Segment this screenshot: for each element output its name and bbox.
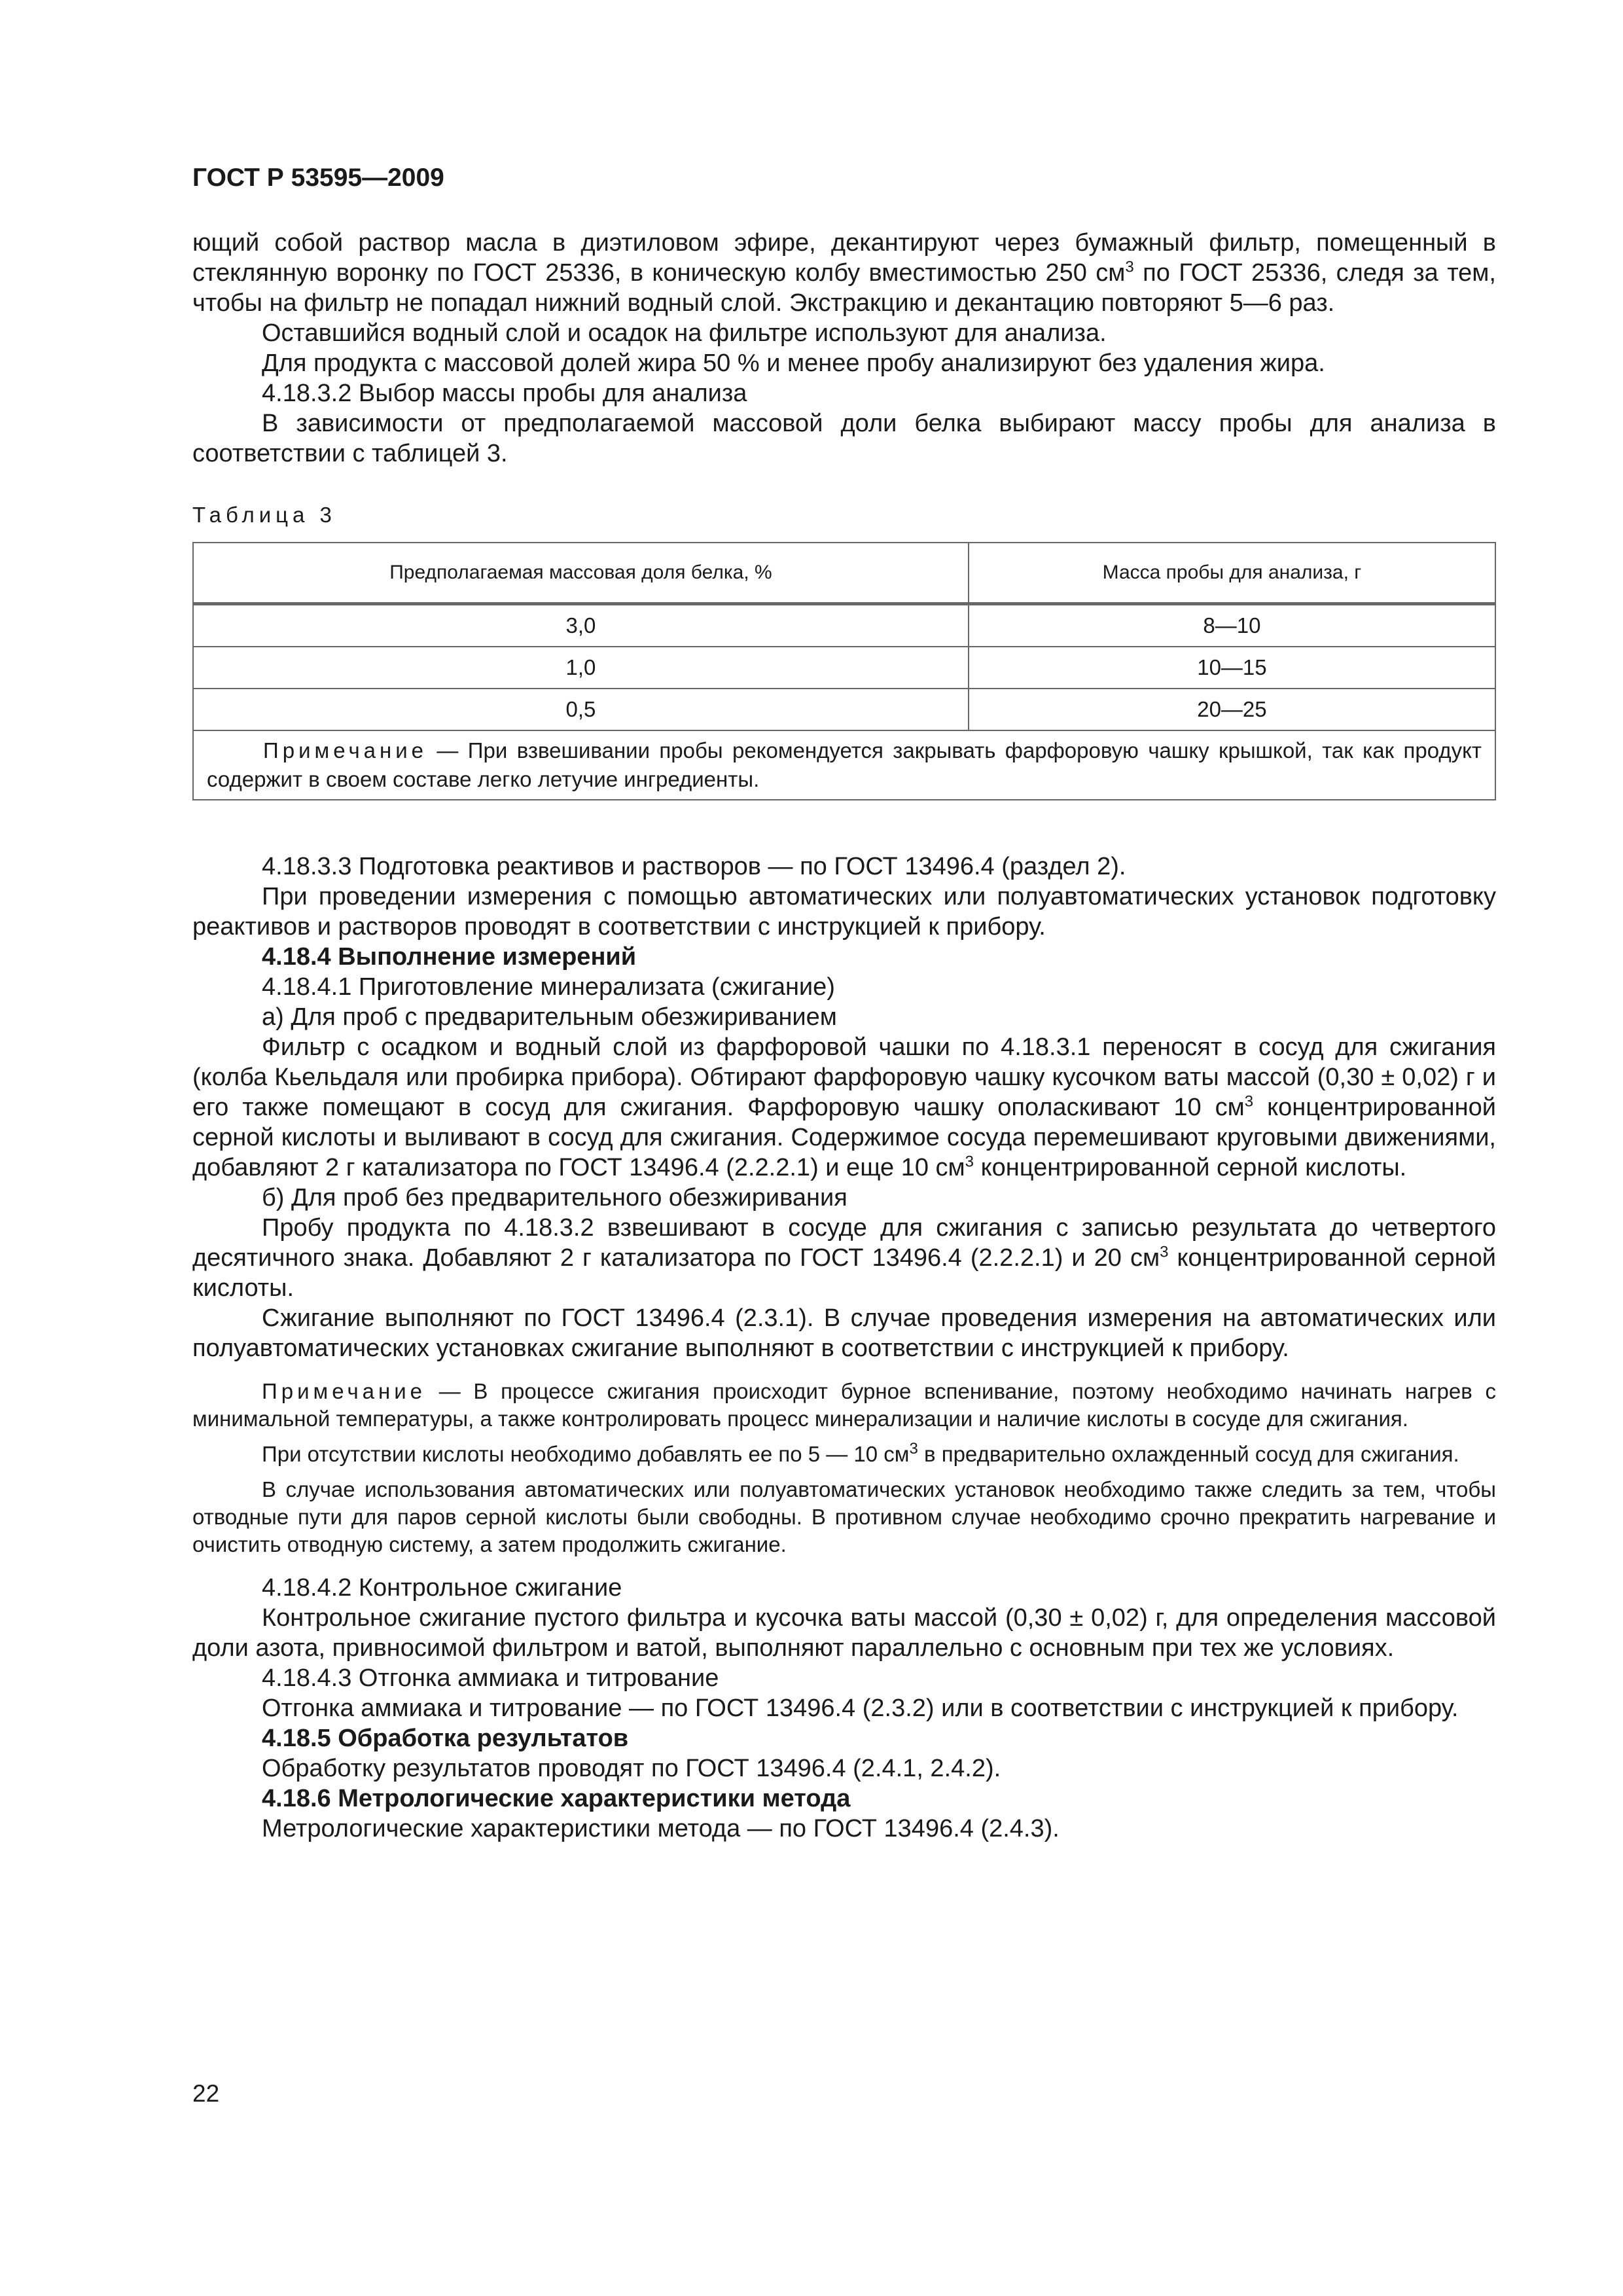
paragraph: Оставшийся водный слой и осадок на фильтре используют для анализа.: [262, 319, 1107, 347]
table-cell: 3,0: [193, 604, 969, 647]
text: в предварительно охлажденный сосуд для сжигания.: [918, 1442, 1459, 1466]
text: концентрированной серной кислоты.: [974, 1154, 1407, 1181]
table-row: [193, 689, 1495, 730]
table-cell: 8—10: [969, 604, 1495, 647]
table-row: [193, 647, 1495, 689]
section-heading: 4.18.5 Обработка результатов: [262, 1725, 629, 1752]
table-3: [192, 542, 1496, 800]
table-caption: Таблица 3: [192, 503, 336, 527]
paragraph: Для продукта с массовой долей жира 50 % и менее пробу анализируют без удаления жира.: [262, 350, 1325, 377]
page-content: [192, 228, 1496, 1844]
note: [192, 1441, 1496, 1468]
superscript: 3: [965, 1153, 974, 1171]
text: Фильтр с осадком и водный слой из фарфоровой чашки по 4.18.3.1 переносят в сосуд для сжигания (колба Кьельдаля или пробирка прибора). Обтирают фарфоровую чашку кусочком ваты массой (0,30 ± 0,02) г и его также помещают в сосуд для сжигания. Фарфоровую чашку ополаскивают 10 см: [192, 1033, 1496, 1121]
table-cell: 0,5: [193, 689, 969, 730]
text: При отсутствии кислоты необходимо добавлять ее по 5 — 10 см: [262, 1442, 910, 1466]
table-header-row: [193, 543, 1495, 604]
subsection-heading: 4.18.4.1 Приготовление минерализата (сжигание): [262, 973, 835, 1001]
note: [192, 1378, 1496, 1433]
paragraph: Обработку результатов проводят по ГОСТ 13496.4 (2.4.1, 2.4.2).: [262, 1755, 1001, 1782]
subsection-heading: 4.18.3.3 Подготовка реактивов и растворов — по ГОСТ 13496.4 (раздел 2).: [262, 853, 1126, 880]
paragraph: В зависимости от предполагаемой массовой доли белка выбирают массу пробы для анализа в соответствии с таблицей 3.: [192, 410, 1496, 467]
paragraph: Отгонка аммиака и титрование — по ГОСТ 13496.4 (2.3.2) или в соответствии с инструкцией к прибору.: [262, 1695, 1459, 1722]
list-item: а) Для проб с предварительным обезжириванием: [262, 1003, 837, 1031]
superscript: 3: [1125, 258, 1134, 276]
note-label: Примечание: [263, 738, 428, 762]
superscript: 3: [1160, 1243, 1169, 1261]
text: по ГОСТ 25336, следя за тем, чтобы на фильтр не попадал нижний водный слой. Экстракцию и декантацию повторяют 5—6 раз.: [192, 259, 1496, 317]
paragraph: [192, 1032, 1496, 1183]
text: концентрированной серной кислоты.: [192, 1244, 1496, 1302]
note-text: — В процессе сжигания происходит бурное вспенивание, поэтому необходимо начинать нагрев с минимальной температуры, а также контролировать процесс минерализации и наличие кислоты в сосуде для сжигания.: [192, 1379, 1496, 1431]
text: ющий собой раствор масла в диэтиловом эфире, декантируют через бумажный фильтр, помещенный в стеклянную воронку по ГОСТ 25336, в коническую колбу вместимостью 250 см: [192, 229, 1496, 287]
paragraph: Контрольное сжигание пустого фильтра и кусочка ваты массой (0,30 ± 0,02) г, для определения массовой доли азота, привносимой фильтром и ватой, выполняют параллельно с основным при тех же условиях.: [192, 1604, 1496, 1662]
paragraph: Сжигание выполняют по ГОСТ 13496.4 (2.3.1). В случае проведения измерения на автоматических или полуавтоматических установках сжигание выполняют в соответствии с инструкцией к прибору.: [192, 1304, 1496, 1362]
subsection-heading: 4.18.4.3 Отгонка аммиака и титрование: [262, 1664, 719, 1692]
table-row: [193, 604, 1495, 647]
table-cell: 1,0: [193, 647, 969, 689]
section-heading: 4.18.6 Метрологические характеристики метода: [262, 1785, 851, 1812]
superscript: 3: [1244, 1092, 1254, 1111]
table-header-cell: Масса пробы для анализа, г: [969, 543, 1495, 604]
table-note-row: [193, 730, 1495, 800]
subsection-heading: 4.18.3.2 Выбор массы пробы для анализа: [262, 380, 747, 407]
paragraph-continuation: [192, 228, 1496, 318]
table-header-cell: Предполагаемая массовая доля белка, %: [193, 543, 969, 604]
table-note: [193, 730, 1495, 800]
note-label: Примечание: [262, 1379, 427, 1403]
notes-block: [192, 1378, 1496, 1558]
text: Пробу продукта по 4.18.3.2 взвешивают в сосуде для сжигания с записью результата до четвертого десятичного знака. Добавляют 2 г катализатора по ГОСТ 13496.4 (2.2.2.1) и 20 см: [192, 1214, 1496, 1272]
subsection-heading: 4.18.4.2 Контрольное сжигание: [262, 1574, 622, 1602]
page-number: 22: [192, 2080, 220, 2107]
paragraph: [192, 1213, 1496, 1303]
document-header: ГОСТ Р 53595—2009: [192, 164, 444, 192]
superscript: 3: [909, 1440, 918, 1458]
paragraph: При проведении измерения с помощью автоматических или полуавтоматических установок подготовку реактивов и растворов проводят в соответствии с инструкцией к прибору.: [192, 883, 1496, 941]
note: В случае использования автоматических или полуавтоматических установок необходимо также следить за тем, чтобы отводные пути для паров серной кислоты были свободны. В противном случае необходимо срочно прекратить нагревание и очистить отводную систему, а затем продолжить сжигание.: [192, 1477, 1496, 1556]
table-cell: 20—25: [969, 689, 1495, 730]
section-heading: 4.18.4 Выполнение измерений: [262, 943, 637, 971]
list-item: б) Для проб без предварительного обезжиривания: [262, 1184, 847, 1211]
table-cell: 10—15: [969, 647, 1495, 689]
paragraph: Метрологические характеристики метода — по ГОСТ 13496.4 (2.4.3).: [262, 1815, 1060, 1842]
text: концентрированной серной кислоты и выливают в сосуд для сжигания. Содержимое сосуда перемешивают круговыми движениями, добавляют 2 г катализатора по ГОСТ 13496.4 (2.2.2.1) и еще 10 см: [192, 1094, 1497, 1181]
note-text: — При взвешивании пробы рекомендуется закрывать фарфоровую чашку крышкой, так как продукт содержит в своем составе легко летучие ингредиенты.: [207, 738, 1482, 791]
